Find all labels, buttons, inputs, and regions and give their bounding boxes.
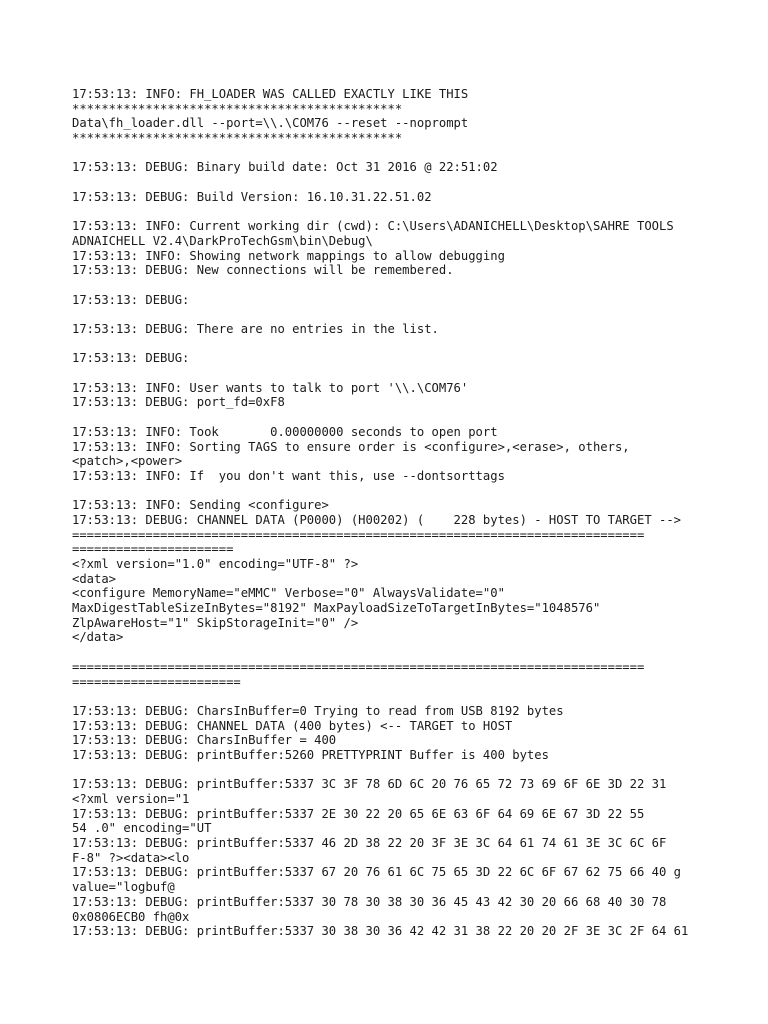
log-line: 17:53:13: DEBUG: printBuffer:5337 2E 30 22 20 65 6E 63 6F 64 69 6E 67 3D 22 55: [72, 806, 645, 821]
blank-line: [72, 146, 712, 161]
log-line: 17:53:13: DEBUG: Build Version: 16.10.31.22.51.02: [72, 189, 432, 204]
blank-line: [72, 763, 712, 778]
log-line: </data>: [72, 630, 124, 645]
blank-line: [72, 307, 712, 322]
log-line: 17:53:13: DEBUG: There are no entries in the list.: [72, 322, 439, 336]
log-line: <?xml version="1.0" encoding="UTF-8" ?>: [72, 557, 359, 571]
blank-line: [72, 484, 712, 499]
log-line: =======================: [72, 674, 241, 689]
log-line: <data>: [72, 571, 117, 586]
log-line: ZlpAwareHost="1" SkipStorageInit="0" />: [72, 615, 359, 630]
log-line: <configure MemoryName="eMMC" Verbose="0" AlwaysValidate="0": [72, 586, 505, 601]
log-line: 54 .0" encoding="UT: [72, 821, 212, 836]
log-line: 17:53:13: INFO: Took 0.00000000 seconds to open port: [72, 424, 498, 439]
log-line: 17:53:13: INFO: FH_LOADER WAS CALLED EXACTLY LIKE THIS: [72, 87, 469, 101]
log-line: 17:53:13: DEBUG: port_fd=0xF8: [72, 395, 285, 410]
log-line: ==============================================================================: [72, 659, 645, 674]
log-line: 17:53:13: DEBUG:: [72, 351, 190, 366]
log-line: 17:53:13: INFO: User wants to talk to port '\\.\COM76': [72, 380, 469, 395]
log-line: ==============================================================================: [72, 527, 645, 542]
blank-line: [72, 337, 712, 352]
log-line: 17:53:13: DEBUG: printBuffer:5337 3C 3F 78 6D 6C 20 76 65 72 73 69 6F 6E 3D 22 31: [72, 777, 667, 792]
blank-line: [72, 366, 712, 381]
log-line: 17:53:13: DEBUG: printBuffer:5337 30 78 30 38 30 36 45 43 42 30 20 66 68 40 30 78: [72, 894, 667, 909]
log-line: F-8" ?><data><lo: [72, 850, 190, 865]
log-line: <?xml version="1: [72, 792, 190, 806]
log-line: 17:53:13: DEBUG: New connections will be remembered.: [72, 263, 454, 278]
log-document: [72, 87, 712, 939]
blank-line: [72, 689, 712, 704]
log-line: value="logbuf@: [72, 880, 175, 895]
log-line: 17:53:13: DEBUG: printBuffer:5260 PRETTYPRINT Buffer is 400 bytes: [72, 747, 549, 762]
blank-line: [72, 175, 712, 190]
log-line: 17:53:13: DEBUG: printBuffer:5337 67 20 76 61 6C 75 65 3D 22 6C 6F 67 62 75 66 40 g: [72, 865, 682, 880]
log-line: 17:53:13: DEBUG: CHANNEL DATA (P0000) (H00202) ( 228 bytes) - HOST TO TARGET -->: [72, 512, 682, 527]
log-line: <patch>,<power>: [72, 454, 183, 469]
log-line: 0x0806ECB0 fh@0x: [72, 909, 190, 924]
blank-line: [72, 645, 712, 660]
log-line: MaxDigestTableSizeInBytes="8192" MaxPayloadSizeToTargetInBytes="1048576": [72, 601, 601, 616]
blank-line: [72, 410, 712, 425]
log-line: *********************************************: [72, 131, 403, 146]
log-line: 17:53:13: DEBUG:: [72, 292, 190, 307]
log-line: ADNAICHELL V2.4\DarkProTechGsm\bin\Debug\: [72, 233, 373, 248]
blank-line: [72, 205, 712, 220]
log-line: 17:53:13: INFO: If you don't want this, use --dontsorttags: [72, 468, 505, 483]
log-line: ======================: [72, 542, 234, 557]
log-line: 17:53:13: DEBUG: printBuffer:5337 46 2D 38 22 20 3F 3E 3C 64 61 74 61 3E 3C 6C 6F: [72, 836, 667, 851]
log-line: 17:53:13: INFO: Sorting TAGS to ensure order is <configure>,<erase>, others,: [72, 439, 630, 454]
log-line: 17:53:13: DEBUG: CharsInBuffer=0 Trying to read from USB 8192 bytes: [72, 703, 564, 718]
log-line: 17:53:13: DEBUG: printBuffer:5337 30 38 30 36 42 42 31 38 22 20 20 2F 3E 3C 2F 64 61: [72, 924, 689, 939]
log-line: 17:53:13: INFO: Sending <configure>: [72, 498, 329, 513]
log-line: 17:53:13: INFO: Showing network mappings to allow debugging: [72, 248, 505, 263]
log-line: 17:53:13: DEBUG: CharsInBuffer = 400: [72, 733, 337, 748]
log-line: 17:53:13: DEBUG: CHANNEL DATA (400 bytes) <-- TARGET to HOST: [72, 718, 513, 733]
blank-line: [72, 278, 712, 293]
log-line: 17:53:13: DEBUG: Binary build date: Oct 31 2016 @ 22:51:02: [72, 160, 498, 175]
log-line: *********************************************: [72, 101, 403, 116]
log-line: Data\fh_loader.dll --port=\\.\COM76 --reset --noprompt: [72, 116, 469, 131]
log-line: 17:53:13: INFO: Current working dir (cwd): C:\Users\ADANICHELL\Desktop\SAHRE TOOLS: [72, 219, 674, 234]
